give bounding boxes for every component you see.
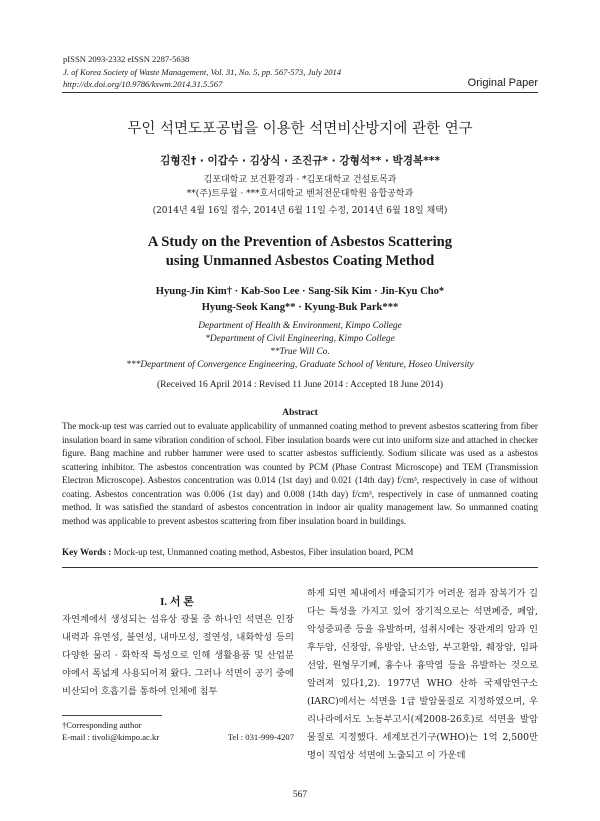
korean-title: 무인 석면도포공법을 이용한 석면비산방지에 관한 연구	[127, 121, 473, 137]
paper-type-label: Original Paper	[467, 77, 538, 89]
footnote-label: †Corresponding author	[62, 720, 142, 730]
korean-affiliation-2: **(주)트루윌 · ***호서대학교 벤처전문대학원 융합공학과	[186, 189, 414, 199]
english-affiliation-3: **True Will Co.	[270, 347, 330, 357]
abstract-text: The mock-up test was carried out to evaluate applicability of unmanned coating method to prevent asbestos scattering from fiber insulation board in same vibration condition of school. Fiber insulation boards were cut into uniform size and attached in checker figure. Bang machine and rubber hammer were used to scatter asbestos sufficiently. Sodium silicate was used as a asbestos scattering inhibitor. The asbestos concentration was counted by PCM (Phase Contrast Microscope) and TEM (Transmission Electron Microscope). Asbestos concentration was 0.014 (1st day) and 0.021 (14th day) f/cm³, respectively in case of without coating. Asbestos concentration was 0.006 (1st day) and 0.008 (14th day) f/cm³, respectively in case of unmanned coating method. It was satisfied the standard of asbestos concentration in indoor air quality management law. So unmanned coating method was applicable to prevent asbestos scattering from fiber insulation board in buildings.	[62, 421, 538, 526]
english-title-line-1: A Study on the Prevention of Asbestos Scattering	[147, 234, 453, 250]
journal-header	[63, 53, 341, 91]
footnote-rule	[62, 715, 162, 716]
header-rule	[62, 92, 538, 93]
journal-citation: J. of Korea Society of Waste Management, Vol. 31, No. 5, pp. 567-573, July 2014	[63, 66, 342, 77]
footnote-telephone: Tel : 031-999-4207	[227, 732, 294, 742]
korean-dates: (2014년 4월 16일 접수, 2014년 6월 11일 수정, 2014년 6월 18일 채택)	[152, 206, 448, 216]
section-heading-introduction: I. 서 론	[160, 596, 194, 608]
english-title-line-2: using Unmanned Asbestos Coating Method	[165, 253, 435, 269]
english-title	[62, 233, 538, 271]
english-affiliation-2: *Department of Civil Engineering, Kimpo College	[205, 334, 395, 344]
keywords	[62, 547, 538, 557]
english-authors	[62, 284, 538, 315]
abstract-rule	[62, 567, 538, 568]
intro-left-column: 자연계에서 생성되는 섬유상 광물 중 하나인 석면은 인장내력과 유연성, 불연성, 내마모성, 절연성, 내화학성 등의 다양한 물리 · 화학적 특성으로 인해 생활용품 및 산업분야에서 폭넓게 사용되어져 왔다. 그러나 석면이 공기 중에 비산되어 호흡기를 통하여 인체에 침투	[62, 614, 294, 697]
english-affiliation-1: Department of Health & Environment, Kimpo College	[198, 321, 402, 331]
corresponding-author-footnote	[62, 719, 294, 743]
intro-right-column: 하게 되면 체내에서 배출되기가 어려운 점과 잠복기가 길다는 특성을 가지고 있어 장기적으로는 석면폐증, 폐암, 악성중피종 등을 유발하며, 섭취시에는 장관계의 암과 인후두암, 신장암, 유방암, 난소암, 부고환암, 췌장암, 임파선암, 원형무기폐, 흉수나 흉막염 등을 유발하는 것으로 알려져 있다1,2). 1977년 WHO 산하 국제암연구소(IARC)에서는 석면을 1급 발암물질로 지정하였으며, 우리나라에서도 노동부고시(제2008-26호)로 석면을 발암물질로 지정했다. 세계보건기구(WHO)는 1억 2,500만 명이 직업상 석면에 노출되고 이 가운데	[307, 588, 538, 761]
abstract-heading: Abstract	[282, 407, 318, 418]
korean-affiliation-1: 김포대학교 보건환경과 · *김포대학교 건설토목과	[203, 175, 397, 185]
keywords-label: Key Words :	[62, 547, 112, 557]
page-number: 567	[292, 790, 308, 800]
issn-line: pISSN 2093-2332 eISSN 2287-5638	[63, 54, 190, 64]
english-authors-line-1: Hyung-Jin Kim† · Kab-Soo Lee · Sang-Sik Kim · Jin-Kyu Cho*	[155, 286, 445, 297]
korean-authors: 김형진† · 이갑수 · 김상식 · 조진규* · 강형석** · 박경복***	[160, 155, 440, 167]
english-affiliation-4: ***Department of Convergence Engineering, Graduate School of Venture, Hoseo University	[126, 360, 474, 370]
doi-link[interactable]: http://dx.doi.org/10.9786/kswm.2014.31.5.567	[63, 79, 223, 89]
keywords-list: Mock-up test, Unmanned coating method, Asbestos, Fiber insulation board, PCM	[113, 547, 414, 557]
english-authors-line-2: Hyung-Seok Kang** · Kyung-Buk Park***	[201, 301, 399, 313]
english-dates: (Received 16 April 2014 : Revised 11 June 2014 : Accepted 18 June 2014)	[156, 379, 444, 390]
footnote-email[interactable]: E-mail : tivoli@kimpo.ac.kr	[62, 732, 160, 742]
